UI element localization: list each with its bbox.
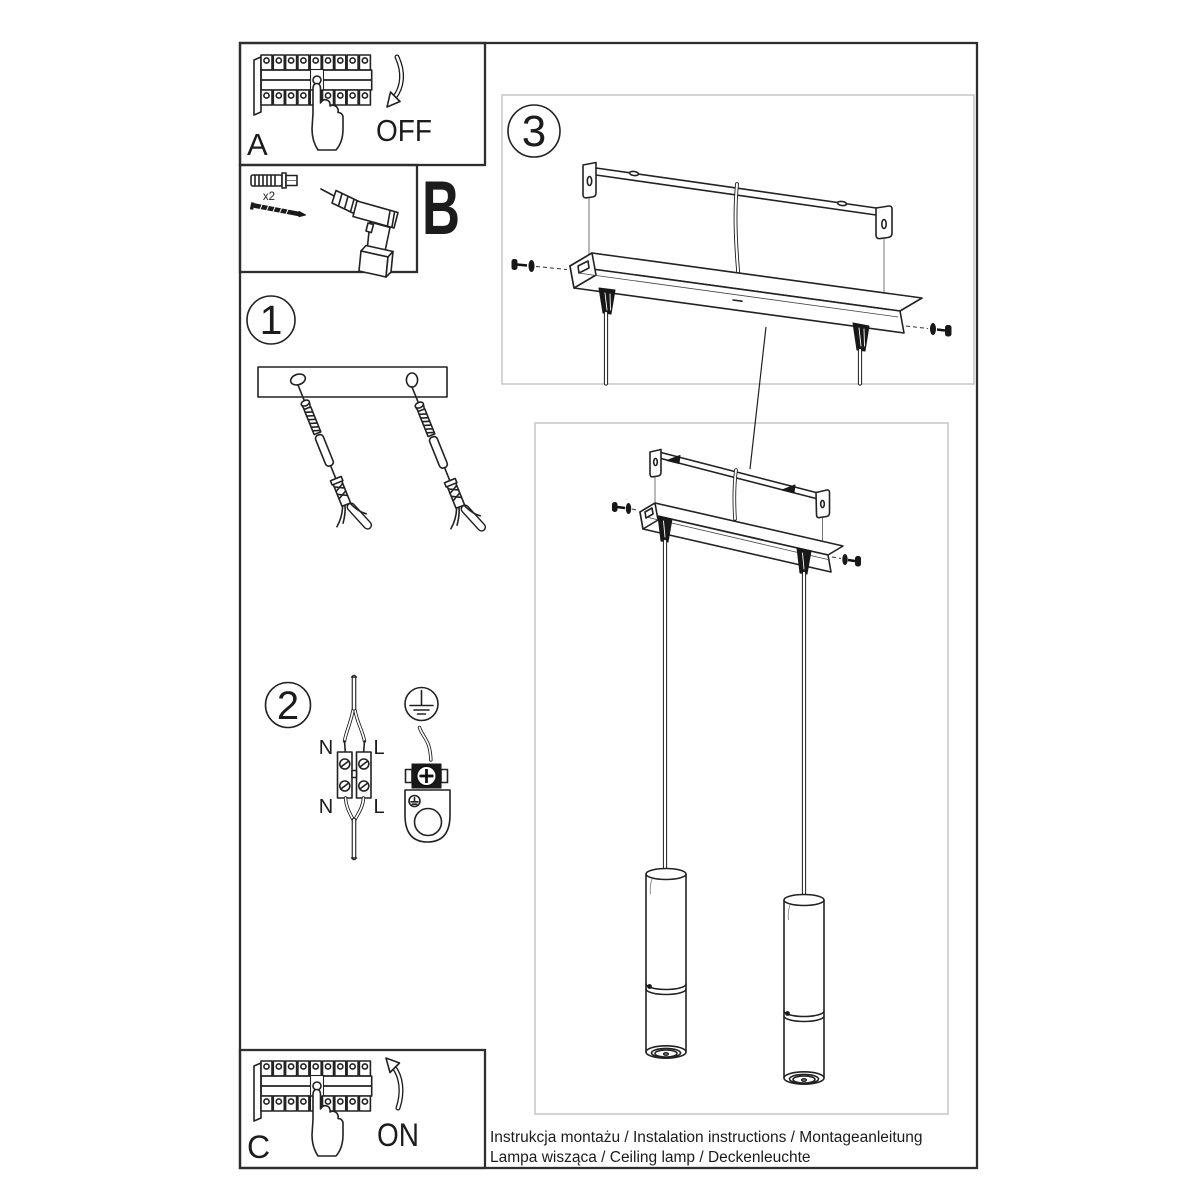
mains-cable-top (345, 677, 365, 752)
pendant-cylinder-right (784, 895, 824, 1085)
wall-plug-icon (251, 173, 297, 188)
cord-grip-right (797, 548, 811, 574)
hanging-cords (606, 313, 860, 384)
mains-wire (736, 184, 739, 282)
leader-line (750, 327, 766, 469)
step-b-illustration (251, 166, 460, 277)
slide-arrow-icon (667, 456, 680, 464)
footer (490, 1129, 923, 1166)
step-2-illustration (266, 677, 451, 858)
step-c-illustration (247, 1058, 419, 1165)
wire-label-n-top: N (318, 737, 334, 759)
footer-line-1: Instrukcja montażu / Instalation instructions / Montageanleitung (490, 1129, 923, 1146)
wire-label-l-top: L (373, 737, 385, 759)
lamp-mains-wire (734, 470, 736, 519)
breaker-panel-hand-icon (254, 55, 372, 150)
step-a-label: A (247, 127, 268, 162)
wire-label-n-bottom: N (318, 796, 334, 818)
mounting-plate (258, 367, 447, 397)
power-off-label: OFF (376, 113, 432, 148)
step-a-illustration (247, 55, 432, 162)
ground-terminal (405, 764, 450, 842)
lamp-canopy (640, 503, 843, 572)
cord-grip-left (658, 516, 672, 542)
step-1-label: 1 (259, 297, 283, 343)
screw-icon (252, 203, 306, 217)
arrow-up-icon (386, 1058, 401, 1108)
assembled-lamp-illustration (613, 450, 861, 1085)
ground-symbol-icon (405, 688, 438, 721)
screw-anchor-assembly-right (396, 381, 484, 538)
cord-grip-right (853, 323, 869, 351)
footer-line-2: Lampa wisząca / Ceiling lamp / Deckenleuchte (490, 1149, 811, 1166)
side-screw-right (906, 324, 951, 337)
anchor-count-label: x2 (262, 191, 276, 203)
step-3-label: 3 (521, 107, 547, 156)
side-screw-left (613, 503, 640, 514)
side-screw-left (512, 260, 567, 272)
ground-wire (420, 728, 431, 761)
canopy (570, 253, 922, 333)
pendant-cylinder-left (646, 869, 686, 1059)
step-3-illustration (508, 105, 951, 384)
step-2-label: 2 (276, 684, 300, 728)
drill-icon (321, 189, 398, 277)
side-screw-right (832, 555, 861, 567)
step-1-illustration (247, 296, 484, 538)
step-b-label: B (422, 166, 460, 251)
wire-label-l-bottom: L (373, 796, 385, 818)
power-on-label: ON (377, 1117, 419, 1153)
breaker-panel-hand-icon (254, 1061, 372, 1156)
terminal-block (338, 752, 372, 798)
screw-anchor-assembly-left (282, 379, 370, 536)
arrow-down-icon (387, 57, 402, 107)
step-c-label: C (247, 1129, 271, 1165)
cord-grip-left (599, 288, 615, 314)
mains-cable-bottom (346, 798, 364, 858)
